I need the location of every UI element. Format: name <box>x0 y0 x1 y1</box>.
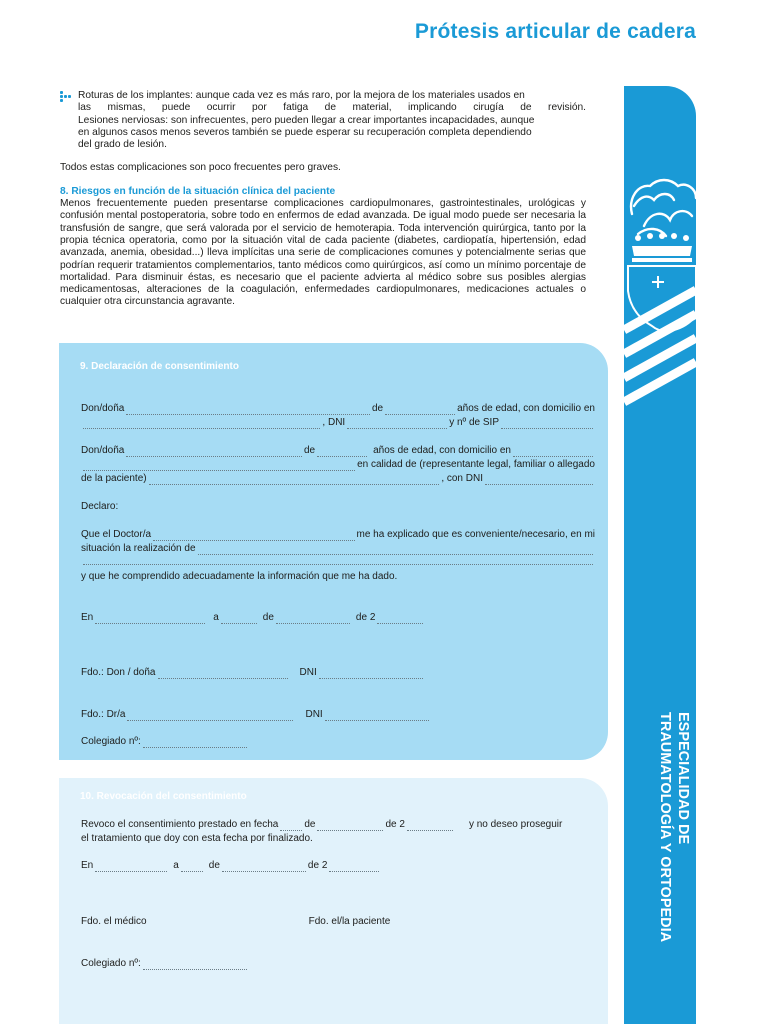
signature-doctor-dni-field[interactable] <box>325 712 429 721</box>
sip-label: y nº de SIP <box>449 417 499 428</box>
declaro-label: Declaro: <box>81 501 119 512</box>
representative-address-field[interactable] <box>513 448 593 457</box>
doctor-label: Que el Doctor/a <box>81 529 152 540</box>
procedure-field[interactable] <box>198 546 593 555</box>
treatment-ended-label: el tratamiento que doy con esta fecha por finalizado. <box>81 833 313 844</box>
understood-label: y que he comprendido adecuadamente la información que me ha dado. <box>81 571 398 582</box>
de-label: de <box>304 445 316 456</box>
representative-address-field-2[interactable] <box>83 462 355 471</box>
de-label: de <box>262 612 274 623</box>
representative-age-field[interactable] <box>317 448 367 457</box>
de-label: de <box>208 860 220 871</box>
capacity-label: en calidad de (representante legal, familiar o allegado <box>357 459 595 470</box>
age-domicile-label: años de edad, con domicilio en <box>373 445 511 456</box>
year-field[interactable] <box>377 615 423 624</box>
address-field[interactable] <box>83 420 320 429</box>
situation-label: situación la realización de <box>81 543 196 554</box>
section-10-heading: 10. Revocación del consentimiento <box>80 791 247 802</box>
intro-block <box>60 90 586 309</box>
signature-patient-label: Fdo.: Don / doña <box>81 667 156 678</box>
bullet-item <box>60 90 586 151</box>
specialty-line-2: TRAUMATOLOGÍA Y ORTOPEDIA <box>657 712 673 943</box>
dni-field[interactable] <box>347 420 447 429</box>
representative-dni-field[interactable] <box>485 476 593 485</box>
day-field[interactable] <box>221 615 257 624</box>
section-8-heading: 8. Riesgos en función de la situación clínica del paciente <box>60 185 336 197</box>
page-title: Prótesis articular de cadera <box>414 20 696 43</box>
year-prefix-label: de 2 <box>355 612 376 623</box>
collegiate-label: Colegiado nº: <box>81 736 141 747</box>
don-label: Don/doña <box>81 403 125 414</box>
doctor-name-field[interactable] <box>153 532 354 541</box>
en-label: En <box>81 612 94 623</box>
year-prefix-label: de 2 <box>307 860 328 871</box>
year-prefix-label: de 2 <box>385 819 405 830</box>
collegiate-number-field[interactable] <box>143 739 247 748</box>
specialty-line-1: ESPECIALIDAD DE <box>675 712 691 845</box>
relationship-field[interactable] <box>149 476 440 485</box>
revoke-sign-month-field[interactable] <box>222 863 306 872</box>
revoke-month-field[interactable] <box>317 822 383 831</box>
with-dni-label: , con DNI <box>441 473 483 484</box>
explained-label: me ha explicado que es conveniente/necesario, en mi <box>356 529 595 540</box>
revoke-day-field[interactable] <box>280 822 302 831</box>
consent-revocation-panel <box>59 778 608 1024</box>
patient-label: de la paciente) <box>81 473 147 484</box>
age-field[interactable] <box>385 406 455 415</box>
place-field[interactable] <box>95 615 205 624</box>
revoke-collegiate-field[interactable] <box>143 961 247 970</box>
de-label: de <box>304 819 316 830</box>
bullet-line-1: Roturas de los implantes: aunque cada vez es más raro, por la mejora de los materiales usados en <box>78 90 525 101</box>
bullet-line-3: Lesiones nerviosas: son infrecuentes, pero pueden llegar a crear importantes incapacidades, aunque <box>78 114 535 126</box>
a-label: a <box>213 612 219 623</box>
bullet-line-4: en algunos casos menos severos también se puede esperar su recuperación completa dependiendo <box>78 126 532 138</box>
bullet-line-2: las mismas, puede ocurrir por fatiga de material, implicando cirugía de revisión. <box>78 102 586 114</box>
signature-doctor-field[interactable] <box>127 712 293 721</box>
collegiate-label: Colegiado nº: <box>81 958 141 969</box>
section-9-heading: 9. Declaración de consentimiento <box>80 361 239 372</box>
no-continue-label: y no deseo proseguir <box>468 819 563 830</box>
revoke-sign-year-field[interactable] <box>329 863 379 872</box>
month-field[interactable] <box>276 615 350 624</box>
signature-patient-label: Fdo. el/la paciente <box>308 916 391 927</box>
signature-patient-dni-field[interactable] <box>319 670 423 679</box>
signature-patient-field[interactable] <box>158 670 288 679</box>
en-label: En <box>81 860 94 871</box>
de-label: de <box>372 403 384 414</box>
dni-label: DNI <box>299 667 317 678</box>
specialty-label <box>640 712 692 958</box>
sip-field[interactable] <box>501 420 593 429</box>
revoke-year-field[interactable] <box>407 822 453 831</box>
bullet-line-5: del grado de lesión. <box>78 139 167 151</box>
revoke-sign-day-field[interactable] <box>181 863 203 872</box>
procedure-field-2[interactable] <box>83 556 593 565</box>
dni-label: , DNI <box>322 417 346 428</box>
bullet-dots-icon <box>60 91 71 103</box>
representative-name-field[interactable] <box>126 448 302 457</box>
signature-doctor-label: Fdo.: Dr/a <box>81 709 126 720</box>
revoke-label: Revoco el consentimiento prestado en fecha <box>81 819 279 830</box>
complications-summary: Todos estas complicaciones son poco frecuentes pero graves. <box>60 162 341 174</box>
revoke-place-field[interactable] <box>95 863 167 872</box>
signature-doctor-label: Fdo. el médico <box>81 916 147 927</box>
don-label: Don/doña <box>81 445 125 456</box>
age-domicile-label: años de edad, con domicilio en <box>457 403 595 414</box>
dni-label: DNI <box>305 709 323 720</box>
a-label: a <box>173 860 179 871</box>
consent-declaration-panel <box>59 343 608 760</box>
section-8-body: Menos frecuentemente pueden presentarse complicaciones cardiopulmonares, gastrointestinales, urológicas y confusión mental postoperatoria, sobre todo en enfermos de edad avanzada. De igual modo puede ser necesaria la transfusión de sangre, que será valorada por el servicio de hemoterapia. Toda intervención quirúrgica, tanto por la propia técnica operatoria, como por la situación vital de cada paciente (diabetes, cardiopatía, hipertensión, edad avanzada, anemia, obesidad...) lleva implícitas una serie de complicaciones comunes y potencialmente serias que podrían requerir tratamientos complementarios, tanto médicos como quirúrgicos, así como un mínimo porcentaje de mortalidad. Para disminuir éstas, es necesario que el paciente advierta al médico sobre sus posibles alergias medicamentosas, alteraciones de la coagulación, enfermedades cardiopulmonares, medicaciones actuales o cualquier otra circunstancia agravante. <box>60 198 586 308</box>
patient-name-field[interactable] <box>126 406 370 415</box>
